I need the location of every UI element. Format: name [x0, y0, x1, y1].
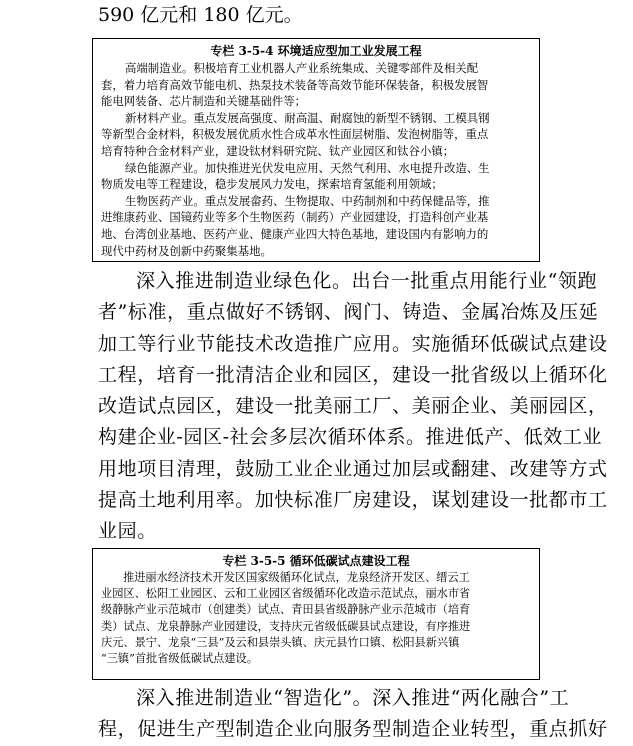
box-text-line: 推进丽水经济技术开发区国家级循环化试点，龙泉经济开发区、缙云工	[123, 571, 470, 584]
sidebar-box-3-5-4	[92, 38, 540, 262]
continuation-line: 590 亿元和 180 亿元。	[98, 4, 303, 26]
box-text-line: 业园区、松阳工业园区、云和工业园区省级循环化改造示范试点，丽水市省	[101, 587, 471, 601]
box-text-line: 新材料产业。重点发展高强度、耐高温、耐腐蚀的新型不锈钢、工模具钢	[125, 110, 490, 125]
paragraph-line: 提高土地利用率。加快标准厂房建设，谋划建设一批都市工	[98, 489, 608, 512]
box-text-line: 套，着力培育高效节能电机、热泵技术装备等高效节能环保装备，积极发展智	[101, 77, 489, 92]
box-title: 专栏 3-5-5 循环低碳试点建设工程	[222, 554, 410, 568]
paragraph-line: 深入推进制造业绿色化。出台一批重点用能行业“领跑	[136, 270, 598, 292]
paragraph-line: 工程，培育一批清洁企业和园区，建设一批省级以上循环化	[98, 363, 608, 386]
paragraph-green-manufacturing	[98, 266, 608, 548]
box-text-line: 培育特种合金材料产业，建设钛材料研究院、钛产业园区和钛谷小镇；	[101, 143, 455, 158]
box-text-line: 进维康药业、国镜药业等多个生物医药（制药）产业园建设，打造科创产业基	[101, 210, 489, 225]
box-text-line: 庆元、景宁、龙泉“三县”及云和县崇头镇、庆元县竹口镇、松阳县新兴镇	[101, 635, 460, 649]
paragraph-line: 深入推进制造业“智造化”。深入推进“两化融合”工	[136, 687, 570, 709]
box-title: 专栏 3-5-4 环境适应型加工业发展工程	[210, 44, 422, 58]
box-text-line: 地、台湾创业基地、医药产业、健康产业四大特色基地，建设国内有影响力的	[101, 226, 489, 241]
box-text-line: 能电网装备、芯片制造和关键基础件等；	[101, 94, 307, 109]
box-text-line: 绿色能源产业。加快推进光伏发电应用、天然气利用、水电提升改造、生	[125, 160, 490, 175]
paragraph-line: 者”标准，重点做好不锈钢、阀门、铸造、金属冶炼及压延	[98, 301, 599, 324]
box-text-line: 等新型合金材料，积极发展优质水性合成革水性面层树脂、发泡树脂等，重点	[101, 127, 489, 142]
paragraph-line: 改造试点园区，建设一批美丽工厂、美丽企业、美丽园区，	[98, 395, 608, 418]
box-text-line: 高端制造业。积极培育工业机器人产业系统集成、关键零部件及相关配	[125, 61, 479, 75]
box-text-line: “三镇”首批省级低碳试点建设。	[101, 652, 258, 666]
box-text-line: 生物医药产业。重点发展畲药、生物提取、中药制剂和中药保健品等，推	[125, 193, 490, 208]
paragraph-line: 程，促进生产型制造企业向服务型制造企业转型，重点抓好	[98, 718, 608, 741]
sidebar-box-3-5-5	[92, 548, 540, 680]
paragraph-line: 加工等行业节能技术改造推广应用。实施循环低碳试点建设	[98, 332, 608, 355]
paragraph-line: 用地项目清理，鼓励工业企业通过加层或翻建、改建等方式	[98, 457, 608, 480]
box-text-line: 现代中药材及创新中药聚集基地。	[101, 243, 272, 258]
box-text-line: 级静脉产业示范城市（创建类）试点、青田县省级静脉产业示范城市（培育	[101, 603, 471, 617]
paragraph-line: 业园。	[98, 520, 157, 543]
box-text-line: 类）试点、龙泉静脉产业园建设，支持庆元省级低碳县试点建设，有序推进	[101, 619, 471, 633]
box-text-line: 物质发电等工程建设，稳步发展风力发电，探索培育氢能利用领域；	[101, 177, 443, 192]
paragraph-smart-manufacturing	[98, 683, 608, 746]
paragraph-line: 构建企业-园区-社会多层次循环体系。推进低产、低效工业	[98, 426, 603, 449]
